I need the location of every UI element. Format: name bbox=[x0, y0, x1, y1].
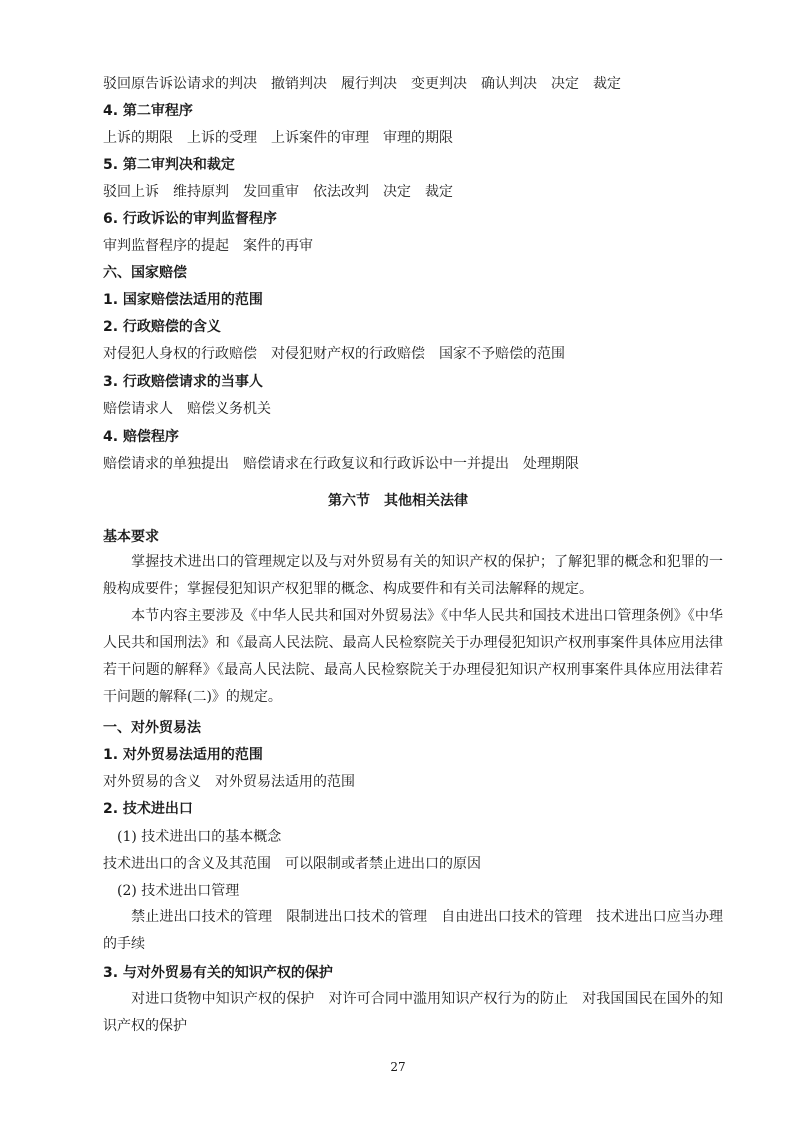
text-line: 技术进出口的含义及其范围 可以限制或者禁止进出口的原因 bbox=[103, 856, 481, 872]
subheading: 1. 国家赔偿法适用的范围 bbox=[103, 292, 263, 308]
text-line: 驳回上诉 维持原判 发回重审 依法改判 决定 裁定 bbox=[103, 184, 453, 200]
basic-requirements-heading: 基本要求 bbox=[103, 529, 159, 545]
section-title: 第六节 其他相关法律 bbox=[328, 493, 468, 509]
subheading: 3. 与对外贸易有关的知识产权的保护 bbox=[103, 965, 333, 981]
paragraph-scope: 本节内容主要涉及《中华人民共和国对外贸易法》《中华人民共和国技术进出口管理条例》《中华人民共和国刑法》和《最高人民法院、最高人民检察院关于办理侵犯知识产权刑事案件具体应用法律若干问题的解释》《最高人民法院、最高人民检察院关于办理侵犯知识产权刑事案件具体应用法律若干问题的解释(二)》的规定。 bbox=[103, 608, 723, 705]
text-line: 上诉的期限 上诉的受理 上诉案件的审理 审理的期限 bbox=[103, 130, 453, 146]
text-line: 赔偿请求的单独提出 赔偿请求在行政复议和行政诉讼中一并提出 处理期限 bbox=[103, 456, 579, 472]
subheading: 5. 第二审判决和裁定 bbox=[103, 157, 235, 173]
paragraph-management: 禁止进出口技术的管理 限制进出口技术的管理 自由进出口技术的管理 技术进出口应当办理的手续 bbox=[103, 909, 723, 952]
subheading: 4. 第二审程序 bbox=[103, 103, 193, 119]
text-line: 对侵犯人身权的行政赔偿 对侵犯财产权的行政赔偿 国家不予赔偿的范围 bbox=[103, 346, 565, 362]
subheading: 1. 对外贸易法适用的范围 bbox=[103, 747, 263, 763]
heading: 一、对外贸易法 bbox=[103, 720, 201, 736]
text-line: 对外贸易的含义 对外贸易法适用的范围 bbox=[103, 774, 355, 790]
subheading: 6. 行政诉讼的审判监督程序 bbox=[103, 211, 277, 227]
text-line: 审判监督程序的提起 案件的再审 bbox=[103, 238, 313, 254]
paragraph-requirements: 掌握技术进出口的管理规定以及与对外贸易有关的知识产权的保护；了解犯罪的概念和犯罪的一般构成要件；掌握侵犯知识产权犯罪的概念、构成要件和有关司法解释的规定。 bbox=[103, 554, 723, 597]
subheading: 2. 行政赔偿的含义 bbox=[103, 319, 221, 335]
subheading: 4. 赔偿程序 bbox=[103, 429, 179, 445]
text-line: (1) 技术进出口的基本概念 bbox=[103, 829, 282, 845]
paragraph-ip-protection: 对进口货物中知识产权的保护 对许可合同中滥用知识产权行为的防止 对我国国民在国外的知识产权的保护 bbox=[103, 991, 723, 1034]
heading: 六、国家赔偿 bbox=[103, 265, 187, 281]
text-line: (2) 技术进出口管理 bbox=[103, 883, 240, 899]
subheading: 2. 技术进出口 bbox=[103, 801, 193, 817]
page-number: 27 bbox=[390, 1060, 406, 1074]
text-line: 赔偿请求人 赔偿义务机关 bbox=[103, 401, 271, 417]
text-line: 驳回原告诉讼请求的判决 撤销判决 履行判决 变更判决 确认判决 决定 裁定 bbox=[103, 76, 621, 92]
subheading: 3. 行政赔偿请求的当事人 bbox=[103, 374, 263, 390]
